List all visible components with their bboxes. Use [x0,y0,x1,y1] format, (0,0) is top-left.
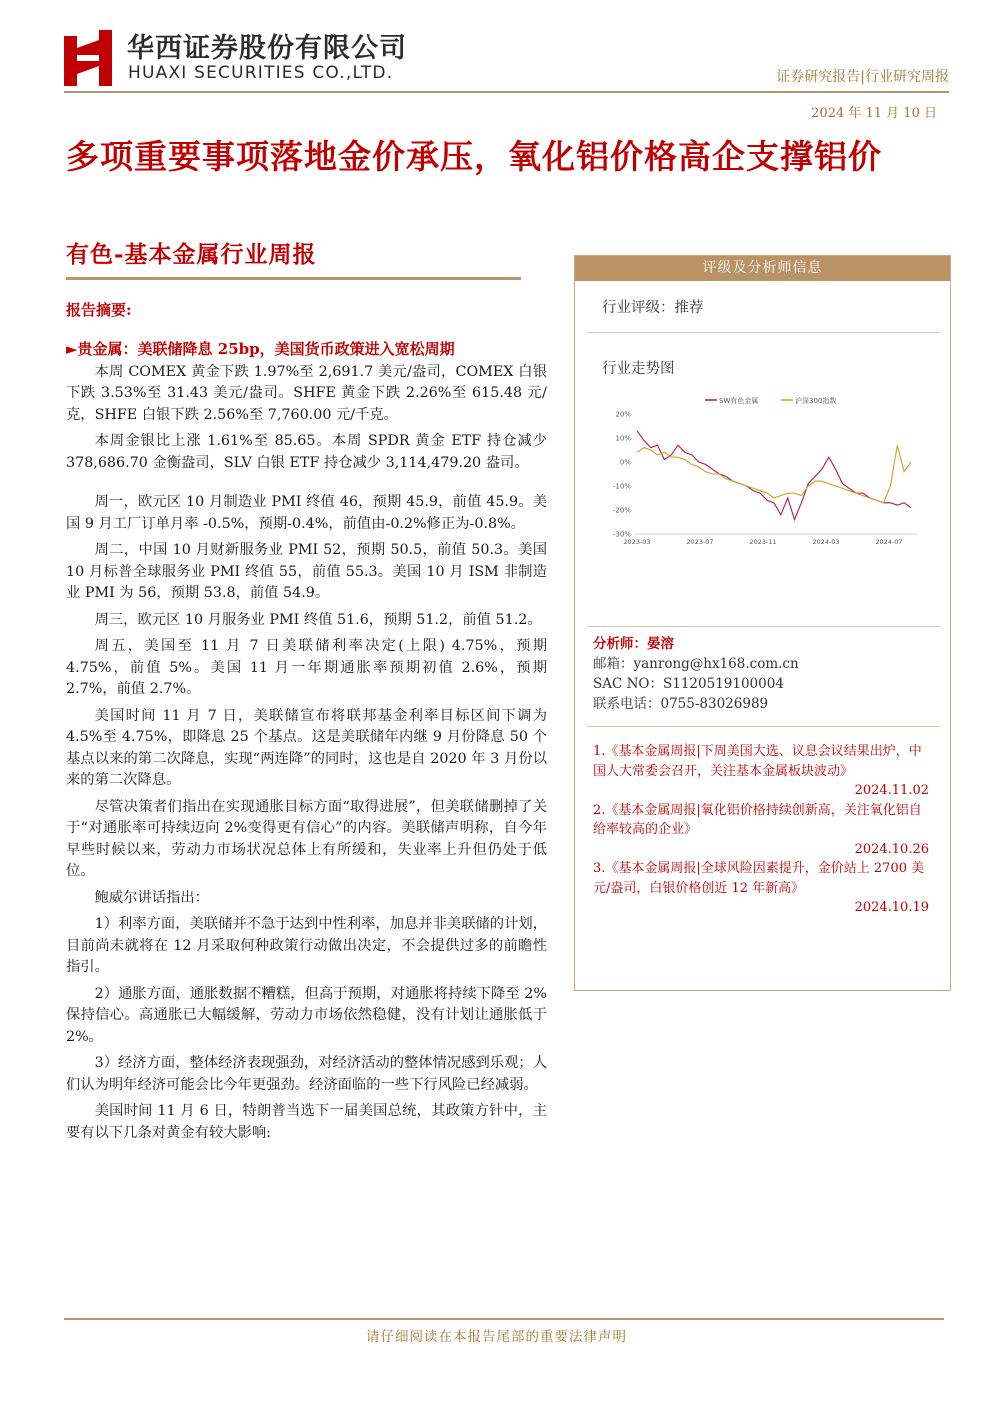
y-tick-label: 10% [615,434,631,443]
related-report-item[interactable]: 3.《基本金属周报|全球风险因素提升，金价站上 2700 美元/盎司，白银价格创近 12 年新高》 [593,861,925,896]
y-tick-label: -10% [612,482,631,491]
analyst-name: 晏溶 [647,636,674,652]
company-name-cn: 华西证券股份有限公司 [127,33,407,64]
summary-column [66,300,547,1149]
paragraph: 1）利率方面，美联储并不急于达到中性利率，加息并非美联储的计划，目前尚未就将在 12 月采取何种政策行动做出决定，不会提供过多的前瞻性指引。 [66,916,547,975]
y-tick-label: -30% [612,530,631,539]
report-type-tag: 证券研究报告|行业研究周报 [776,69,949,85]
industry-rating [602,296,704,317]
report-subtitle: 有色-基本金属行业周报 [66,241,317,268]
analyst-email: 邮箱：yanrong@hx168.com.cn [593,656,799,672]
panel-heading: 评级及分析师信息 [575,256,950,281]
paragraph: 2）通胀方面，通胀数据不糟糕，但高于预期，对通胀将持续下降至 2%保持信心。高通胀已大幅缓解，劳动力市场依然稳健，没有计划让通胀低于 2%。 [66,985,547,1045]
paragraph: 3）经济方面，整体经济表现强劲，对经济活动的整体情况感到乐观；人们认为明年经济可能会比今年更强劲。经济面临的一些下行风险已经减弱。 [66,1055,547,1093]
summary-heading: 报告摘要: [66,301,132,319]
x-tick-label: 2024-07 [875,538,903,546]
related-reports [593,742,933,918]
paragraph: 美国时间 11 月 6 日，特朗普当选下一届美国总统，其政策方针中，主要有以下几条对黄金有较大影响: [66,1103,547,1141]
panel-divider [587,626,940,627]
x-axis-ticks [623,534,917,546]
industry-trend-chart [605,384,925,559]
precious-metals-heading: ►贵金属：美联储降息 25bp，美国货币政策进入宽松周期 [66,339,455,358]
paragraph: 周一，欧元区 10 月制造业 PMI 终值 46，预期 45.9，前值 45.9。美国 9 月工厂订单月率 -0.5%，预期-0.4%，前值由-0.2%修正为-0.8%。 [66,494,547,532]
related-report-date: 2024.11.02 [854,783,929,798]
header-divider [64,91,949,93]
x-tick-label: 2023-03 [623,538,651,546]
analyst-label: 分析师： [593,636,647,652]
paragraph: 尽管决策者们指出在实现通胀目标方面“取得进展”，但美联储删掉了关于“对通胀率可持续迈向 2%变得更有信心”的内容。美联储声明称，自今年早些时候以来，劳动力市场状况总体上有所缓和，失业率上升但仍处于低位。 [66,798,547,879]
series-line-hs300 [637,445,911,503]
legend-label-sw: SW有色金属 [719,397,759,405]
footer-divider [64,1318,944,1320]
paragraph: 周三，欧元区 10 月服务业 PMI 终值 51.6，预期 51.2，前值 51.2。 [94,611,542,628]
company-name-en: HUAXI SECURITIES CO.,LTD. [128,63,394,83]
trend-chart-label: 行业走势图 [602,361,675,377]
related-report-date: 2024.10.26 [854,841,929,857]
paragraph: 鲍威尔讲话指出： [94,889,209,906]
report-date: 2024 年 11 月 10 日 [811,106,937,121]
chart-legend [705,396,836,405]
analyst-sac: SAC NO：S1120519100004 [593,676,784,692]
panel-divider [587,332,940,333]
chart-series [637,431,911,520]
series-line-sw-nonferrous [637,431,911,520]
paragraph: 周二，中国 10 月财新服务业 PMI 52，预期 50.5，前值 50.3。美国 10 月标普全球服务业 PMI 终值 55，前值 55.3。美国 10 月 ISM 非制造业 PMI 为 56，预期 53.8，前值 54.9。 [66,542,547,601]
rating-analyst-panel [574,255,951,991]
analyst-phone: 联系电话：0755-83026989 [593,696,769,712]
x-tick-label: 2023-11 [749,538,777,546]
legal-notice: 请仔细阅读在本报告尾部的重要法律声明 [366,1329,627,1345]
panel-divider [587,726,940,727]
rating-value: 推荐 [674,300,704,316]
related-report-date: 2024.10.19 [854,900,929,915]
paragraph: 本周金银比上涨 1.61%至 85.65。本周 SPDR 黄金 ETF 持仓减少 378,686.70 金衡盎司，SLV 白银 ETF 持仓减少 3,114,479.20 盎司。 [66,433,547,471]
paragraph: 本周 COMEX 黄金下跌 1.97%至 2,691.7 美元/盎司，COMEX 白银下跌 3.53%至 31.43 美元/盎司。SHFE 黄金下跌 2.26%至 615.48 元/克，SHFE 白银下跌 2.56%至 7,760.00 元/千克。 [66,363,547,423]
x-tick-label: 2024-03 [812,538,840,546]
rating-label: 行业评级： [602,300,675,316]
x-tick-label: 2023-07 [686,538,714,546]
y-tick-label: 0% [619,458,631,467]
report-title: 多项重要事项落地金价承压，氧化铝价格高企支撑铝价 [66,137,882,176]
paragraph: 美国时间 11 月 7 日，美联储宣布将联邦基金利率目标区间下调为 4.5%至 4.75%，即降息 25 个基点。这是美联储年内继 9 月份降息 50 个基点以来的第二次降息，实现“两连降”的同时，这也是自 2020 年 3 月份以来的第二次降息。 [66,707,547,788]
related-report-item[interactable]: 1.《基本金属周报|下周美国大选、议息会议结果出炉，中国人大常委会召开，关注基本金属板块波动》 [593,744,922,779]
legend-label-hs300: 沪深300指数 [795,397,837,405]
y-tick-label: -20% [612,506,631,515]
related-report-item[interactable]: 2.《基本金属周报|氧化铝价格持续创新高，关注氧化铝自给率较高的企业》 [593,802,922,837]
paragraph: 周五，美国至 11 月 7 日美联储利率决定(上限) 4.75%，预期 4.75%，前值 5%。美国 11 月一年期通胀率预期初值 2.6%，预期 2.7%，前值 2.7%。 [66,638,547,697]
subtitle-underline [66,277,521,280]
analyst-info [593,634,799,714]
y-tick-label: 20% [615,410,631,419]
huaxi-logo-icon [64,30,112,86]
y-axis-ticks [613,411,631,539]
